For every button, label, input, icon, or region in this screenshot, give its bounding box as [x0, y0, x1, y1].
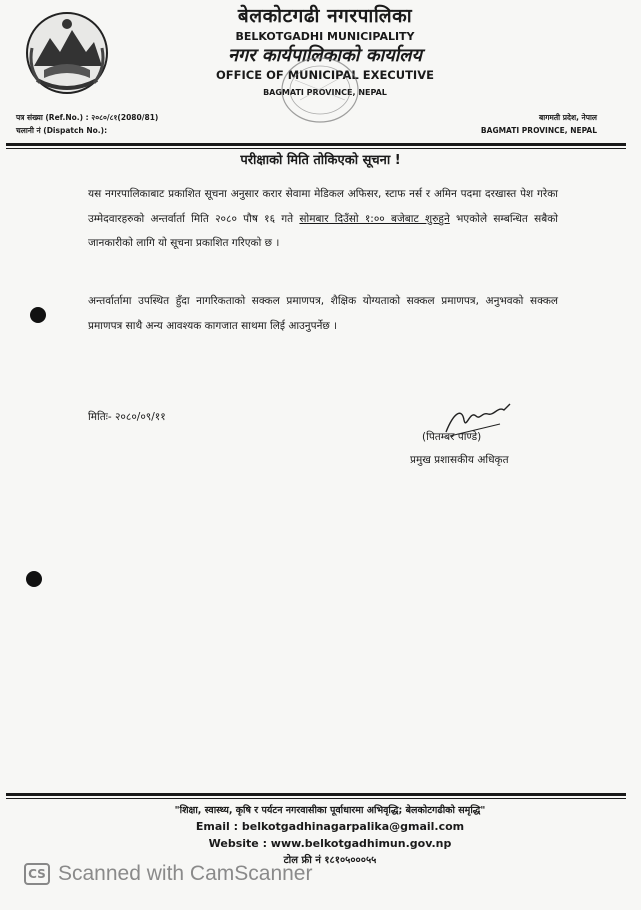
camscanner-watermark	[24, 862, 312, 886]
nepal-emblem-icon	[22, 8, 112, 98]
office-address: BAGMATI PROVINCE, NEPAL	[263, 88, 387, 97]
camscanner-text: Scanned with CamScanner	[58, 862, 313, 885]
municipality-name-english: BELKOTGADHI MUNICIPALITY	[235, 30, 415, 43]
paragraph-1-text-b: भएकोले सम्बन्धित सबैको जानकारीको लागि यो सूचना प्रकाशित गरिएको छ ।	[88, 212, 558, 249]
paragraph-1-text-a: यस नगरपालिकाबाट प्रकाशित सूचना अनुसार करार सेवामा मेडिकल अफिसर, स्टाफ नर्स र अमिन पदमा दरखास्त पेश गरेका उम्मेदवारहरुको अन्तर्वार्ता मिति २०८० पौष १६ गते	[88, 188, 558, 225]
footer-website: Website : www.belkotgadhimun.gov.np	[208, 837, 452, 850]
footer-divider-thin	[6, 798, 626, 799]
punch-hole-top	[30, 307, 46, 323]
reference-block	[16, 111, 158, 137]
signatory-name: (पितम्बर पाण्डे)	[422, 431, 482, 443]
notice-paragraph-2: अन्तर्वार्तामा उपस्थित हुँदा नागरिकताको सक्कल प्रमाणपत्र, शैक्षिक योग्यताको सक्कल प्रमाणपत्र, अनुभवको सक्कल प्रमाणपत्र साथै अन्य आवश्यक कागजात साथमा लिई आउनुपर्नेछ ।	[88, 295, 558, 332]
office-name-english: OFFICE OF MUNICIPAL EXECUTIVE	[216, 68, 434, 82]
punch-hole-bottom	[26, 571, 42, 587]
paragraph-1-underlined: सोमबार दिउँसो १:०० बजेबाट शुरुहुने	[299, 212, 450, 225]
camscanner-logo-icon: CS	[24, 863, 50, 885]
municipality-name-nepali: बेलकोटगढी नगरपालिका	[237, 5, 413, 27]
header-divider-thin	[6, 148, 626, 149]
notice-title: परीक्षाको मिति तोकिएको सूचना !	[240, 153, 401, 168]
notice-date: मितिः- २०८०/०९/११	[88, 411, 166, 423]
ref-number: पत्र संख्या (Ref.No.) : २०८०/८१(2080/81)	[16, 113, 159, 122]
header-divider	[6, 143, 626, 146]
footer-email: Email : belkotgadhinagarpalika@gmail.com	[195, 820, 465, 833]
signatory-title: प्रमुख प्रशासकीय अधिकृत	[410, 454, 509, 466]
province-nepali: बागमती प्रदेश, नेपाल	[538, 113, 597, 122]
province-english: BAGMATI PROVINCE, NEPAL	[480, 126, 597, 135]
office-seal-icon	[275, 50, 365, 130]
footer-divider	[6, 793, 626, 796]
footer-toll-free: टोल फ्री नं १८१०५०००५५	[283, 855, 377, 866]
province-block	[481, 111, 597, 137]
notice-paragraph-1	[88, 182, 558, 256]
footer-slogan: "शिक्षा, स्वास्थ्य, कृषि र पर्यटन नगरवासीका पूर्वाधारमा अभिवृद्धि; बेलकोटगढीको समृद्धि"	[174, 805, 486, 816]
dispatch-number: चलानी नं (Dispatch No.):	[16, 126, 108, 135]
office-name-nepali: नगर कार्यपालिकाको कार्यालय	[228, 45, 422, 66]
